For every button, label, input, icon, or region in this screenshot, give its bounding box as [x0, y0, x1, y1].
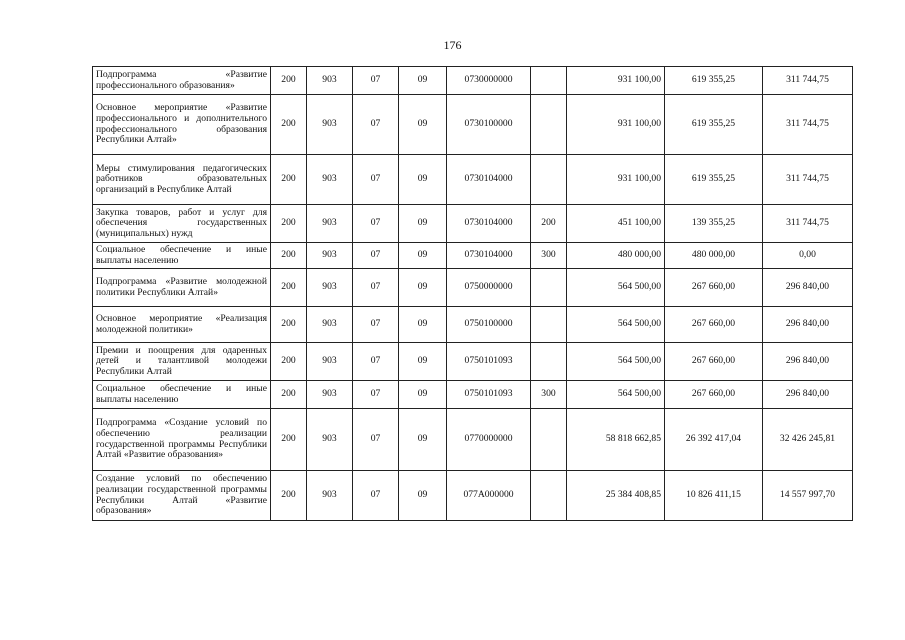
expense-type-cell: 300	[531, 243, 567, 269]
row-name-cell: Подпрограмма «Развитие молодежной политики Республики Алтай»	[93, 269, 271, 307]
row-name-cell: Основное мероприятие «Реализация молодежной политики»	[93, 307, 271, 343]
table-row	[93, 409, 853, 471]
amount-remaining-cell: 296 840,00	[763, 343, 853, 381]
amount-remaining-cell: 311 744,75	[763, 67, 853, 95]
chapter-code-cell: 200	[271, 409, 307, 471]
amount-remaining-cell: 311 744,75	[763, 155, 853, 205]
amount-executed-cell: 480 000,00	[665, 243, 763, 269]
expense-type-cell	[531, 155, 567, 205]
amount-planned-cell: 931 100,00	[567, 67, 665, 95]
amount-executed-cell: 619 355,25	[665, 67, 763, 95]
amount-executed-cell: 619 355,25	[665, 95, 763, 155]
chapter-code-cell: 200	[271, 205, 307, 243]
section-code-cell: 07	[353, 269, 399, 307]
amount-planned-cell: 480 000,00	[567, 243, 665, 269]
amount-remaining-cell: 32 426 245,81	[763, 409, 853, 471]
target-article-cell: 0730000000	[447, 67, 531, 95]
ministry-code-cell: 903	[307, 243, 353, 269]
amount-remaining-cell: 311 744,75	[763, 95, 853, 155]
target-article-cell: 0730104000	[447, 155, 531, 205]
table-row	[93, 205, 853, 243]
chapter-code-cell: 200	[271, 471, 307, 521]
table-row	[93, 307, 853, 343]
amount-remaining-cell: 296 840,00	[763, 307, 853, 343]
subsection-code-cell: 09	[399, 307, 447, 343]
target-article-cell: 0750100000	[447, 307, 531, 343]
table-row	[93, 243, 853, 269]
section-code-cell: 07	[353, 67, 399, 95]
expense-type-cell	[531, 343, 567, 381]
amount-executed-cell: 267 660,00	[665, 307, 763, 343]
section-code-cell: 07	[353, 95, 399, 155]
page-number: 176	[443, 38, 462, 52]
ministry-code-cell: 903	[307, 205, 353, 243]
subsection-code-cell: 09	[399, 381, 447, 409]
amount-planned-cell: 564 500,00	[567, 381, 665, 409]
section-code-cell: 07	[353, 409, 399, 471]
target-article-cell: 0750000000	[447, 269, 531, 307]
target-article-cell: 0730100000	[447, 95, 531, 155]
table-row	[93, 471, 853, 521]
amount-remaining-cell: 311 744,75	[763, 205, 853, 243]
amount-remaining-cell: 14 557 997,70	[763, 471, 853, 521]
expense-type-cell: 200	[531, 205, 567, 243]
amount-planned-cell: 931 100,00	[567, 155, 665, 205]
chapter-code-cell: 200	[271, 243, 307, 269]
chapter-code-cell: 200	[271, 155, 307, 205]
amount-remaining-cell: 0,00	[763, 243, 853, 269]
row-name-cell: Социальное обеспечение и иные выплаты населению	[93, 381, 271, 409]
row-name-cell: Меры стимулирования педагогических работников образовательных организаций в Республике Алтай	[93, 155, 271, 205]
chapter-code-cell: 200	[271, 307, 307, 343]
expense-type-cell	[531, 67, 567, 95]
table-row	[93, 269, 853, 307]
ministry-code-cell: 903	[307, 343, 353, 381]
row-name-cell: Основное мероприятие «Развитие профессионального и дополнительного профессионального образования Республики Алтай»	[93, 95, 271, 155]
ministry-code-cell: 903	[307, 471, 353, 521]
table-row	[93, 95, 853, 155]
amount-executed-cell: 267 660,00	[665, 381, 763, 409]
subsection-code-cell: 09	[399, 471, 447, 521]
section-code-cell: 07	[353, 307, 399, 343]
subsection-code-cell: 09	[399, 205, 447, 243]
table-row	[93, 381, 853, 409]
ministry-code-cell: 903	[307, 307, 353, 343]
table-row	[93, 155, 853, 205]
chapter-code-cell: 200	[271, 95, 307, 155]
chapter-code-cell: 200	[271, 343, 307, 381]
row-name-cell: Премии и поощрения для одаренных детей и талантливой молодежи Республики Алтай	[93, 343, 271, 381]
amount-executed-cell: 26 392 417,04	[665, 409, 763, 471]
expense-type-cell	[531, 307, 567, 343]
table-row	[93, 67, 853, 95]
amount-executed-cell: 139 355,25	[665, 205, 763, 243]
chapter-code-cell: 200	[271, 269, 307, 307]
amount-executed-cell: 619 355,25	[665, 155, 763, 205]
ministry-code-cell: 903	[307, 409, 353, 471]
amount-planned-cell: 451 100,00	[567, 205, 665, 243]
section-code-cell: 07	[353, 471, 399, 521]
section-code-cell: 07	[353, 243, 399, 269]
amount-planned-cell: 931 100,00	[567, 95, 665, 155]
target-article-cell: 077A000000	[447, 471, 531, 521]
row-name-cell: Создание условий по обеспечению реализации государственной программы Республики Алтай «Развитие образования»	[93, 471, 271, 521]
ministry-code-cell: 903	[307, 95, 353, 155]
expense-type-cell	[531, 95, 567, 155]
ministry-code-cell: 903	[307, 381, 353, 409]
expense-type-cell	[531, 269, 567, 307]
amount-planned-cell: 564 500,00	[567, 269, 665, 307]
subsection-code-cell: 09	[399, 95, 447, 155]
ministry-code-cell: 903	[307, 67, 353, 95]
target-article-cell: 0750101093	[447, 343, 531, 381]
amount-planned-cell: 564 500,00	[567, 343, 665, 381]
subsection-code-cell: 09	[399, 243, 447, 269]
row-name-cell: Подпрограмма «Развитие профессионального образования»	[93, 67, 271, 95]
row-name-cell: Социальное обеспечение и иные выплаты населению	[93, 243, 271, 269]
amount-planned-cell: 58 818 662,85	[567, 409, 665, 471]
ministry-code-cell: 903	[307, 269, 353, 307]
subsection-code-cell: 09	[399, 67, 447, 95]
amount-planned-cell: 564 500,00	[567, 307, 665, 343]
expense-type-cell: 300	[531, 381, 567, 409]
amount-remaining-cell: 296 840,00	[763, 269, 853, 307]
amount-executed-cell: 267 660,00	[665, 343, 763, 381]
expense-type-cell	[531, 471, 567, 521]
section-code-cell: 07	[353, 205, 399, 243]
subsection-code-cell: 09	[399, 155, 447, 205]
amount-remaining-cell: 296 840,00	[763, 381, 853, 409]
subsection-code-cell: 09	[399, 343, 447, 381]
expense-type-cell	[531, 409, 567, 471]
row-name-cell: Подпрограмма «Создание условий по обеспечению реализации государственной программы Республики Алтай «Развитие образования»	[93, 409, 271, 471]
target-article-cell: 0730104000	[447, 243, 531, 269]
chapter-code-cell: 200	[271, 67, 307, 95]
amount-planned-cell: 25 384 408,85	[567, 471, 665, 521]
target-article-cell: 0730104000	[447, 205, 531, 243]
chapter-code-cell: 200	[271, 381, 307, 409]
budget-table	[92, 66, 853, 521]
row-name-cell: Закупка товаров, работ и услуг для обеспечения государственных (муниципальных) нужд	[93, 205, 271, 243]
table-row	[93, 343, 853, 381]
section-code-cell: 07	[353, 381, 399, 409]
amount-executed-cell: 267 660,00	[665, 269, 763, 307]
section-code-cell: 07	[353, 343, 399, 381]
amount-executed-cell: 10 826 411,15	[665, 471, 763, 521]
section-code-cell: 07	[353, 155, 399, 205]
ministry-code-cell: 903	[307, 155, 353, 205]
target-article-cell: 0750101093	[447, 381, 531, 409]
target-article-cell: 0770000000	[447, 409, 531, 471]
subsection-code-cell: 09	[399, 269, 447, 307]
subsection-code-cell: 09	[399, 409, 447, 471]
